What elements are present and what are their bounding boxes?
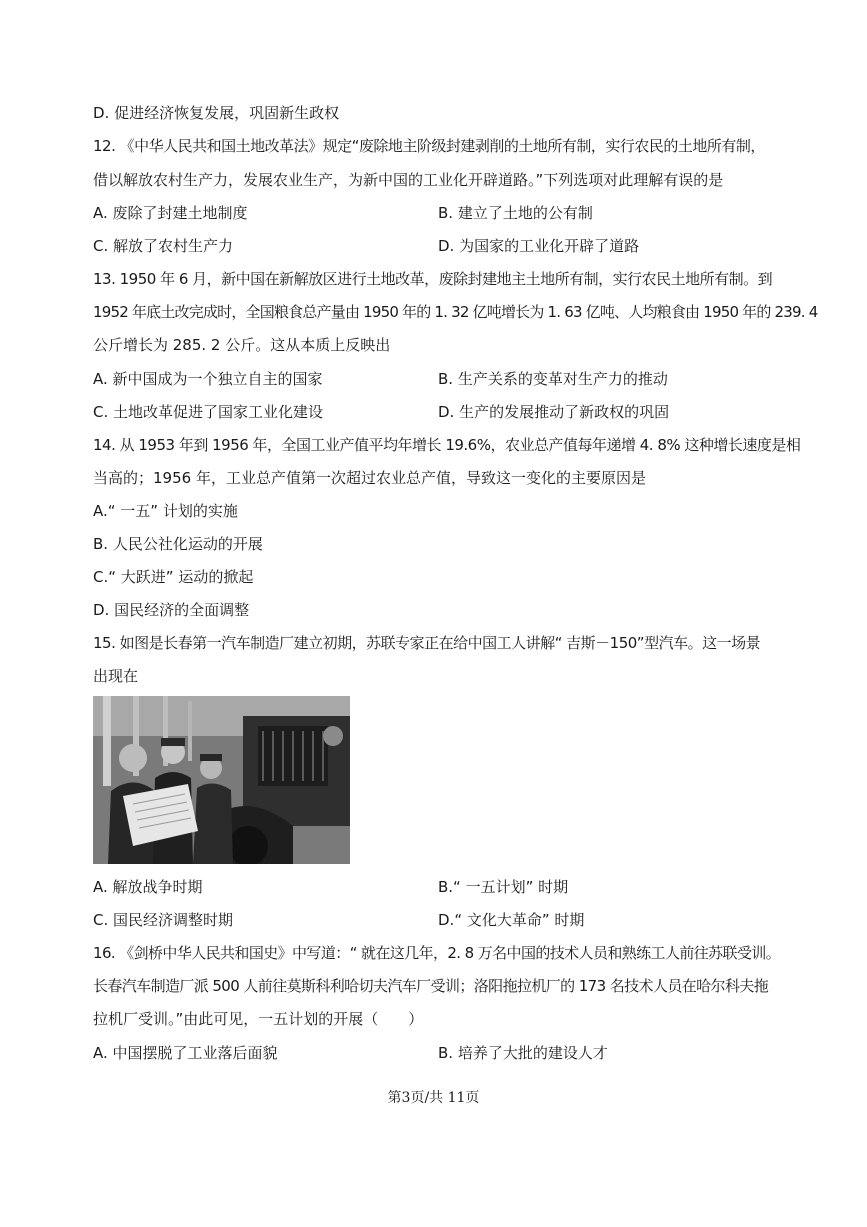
question-16-stem-line-2: 长春汽车制造厂派 500 人前往莫斯科利哈切夫汽车厂受训；洛阳拖拉机厂的 173 名技术人员在哈尔科夫拖: [93, 977, 769, 995]
question-14-stem-line-1: 14. 从 1953 年到 1956 年，全国工业产值平均年增长 19.6%，农业总产值每年递增 4. 8% 这种增长速度是相: [93, 436, 801, 454]
question-16-option-b: B. 培养了大批的建设人才: [438, 1044, 608, 1062]
question-14-option-c: C.“ 大跃进” 运动的掀起: [93, 568, 254, 586]
question-15-option-d: D.“ 文化大革命” 时期: [438, 911, 585, 929]
question-14-stem-line-2: 当高的；1956 年，工业总产值第一次超过农业总产值，导致这一变化的主要原因是: [93, 469, 646, 487]
question-13-option-b: B. 生产关系的变革对生产力的推动: [438, 370, 668, 388]
page-number: 第3页/共 11页: [387, 1090, 480, 1106]
question-15-stem-line-1: 15. 如图是长春第一汽车制造厂建立初期，苏联专家正在给中国工人讲解“ 吉斯－150”型汽车。这一场景: [93, 634, 761, 652]
question-15-option-b: B.“ 一五计划” 时期: [438, 878, 569, 896]
question-12-option-b: B. 建立了土地的公有制: [438, 204, 593, 222]
factory-photo: [93, 696, 350, 864]
question-13-option-a: A. 新中国成为一个独立自主的国家: [93, 370, 323, 388]
question-13-option-c: C. 土地改革促进了国家工业化建设: [93, 403, 324, 421]
question-16-stem-line-1: 16. 《剑桥中华人民共和国史》中写道：“ 就在这几年，2. 8 万名中国的技术人员和熟练工人前往苏联受训。: [93, 944, 781, 962]
question-15-option-a: A. 解放战争时期: [93, 878, 203, 896]
question-14-option-a: A.“ 一五” 计划的实施: [93, 502, 238, 520]
question-12-option-d: D. 为国家的工业化开辟了道路: [438, 237, 640, 255]
question-12-option-a: A. 废除了封建土地制度: [93, 204, 248, 222]
question-15-stem-line-2: 出现在: [93, 667, 139, 685]
question-13-stem-line-2: 1952 年底土改完成时，全国粮食总产量由 1950 年的 1. 32 亿吨增长为 1. 63 亿吨、人均粮食由 1950 年的 239. 4: [93, 303, 818, 321]
question-12-stem-line-2: 借以解放农村生产力，发展农业生产，为新中国的工业化开辟道路。”下列选项对此理解有误的是: [93, 171, 724, 189]
question-16-stem-line-3: 拉机厂受训。”由此可见，一五计划的开展（ ）: [93, 1010, 424, 1028]
question-13-stem-line-3: 公斤增长为 285. 2 公斤。这从本质上反映出: [93, 336, 391, 354]
question-13-option-d: D. 生产的发展推动了新政权的巩固: [438, 403, 670, 421]
question-14-option-b: B. 人民公社化运动的开展: [93, 535, 263, 553]
question-15-option-c: C. 国民经济调整时期: [93, 911, 234, 929]
question-13-stem-line-1: 13. 1950 年 6 月，新中国在新解放区进行土地改革，废除封建地主土地所有制，实行农民土地所有制。到: [93, 270, 773, 288]
question-14-option-d: D. 国民经济的全面调整: [93, 601, 250, 619]
question-16-option-a: A. 中国摆脱了工业落后面貌: [93, 1044, 278, 1062]
l01: D. 促进经济恢复发展，巩固新生政权: [93, 104, 340, 122]
question-12-option-c: C. 解放了农村生产力: [93, 237, 234, 255]
question-12-stem-line-1: 12. 《中华人民共和国土地改革法》规定“废除地主阶级封建剥削的土地所有制，实行农民的土地所有制，: [93, 137, 765, 155]
